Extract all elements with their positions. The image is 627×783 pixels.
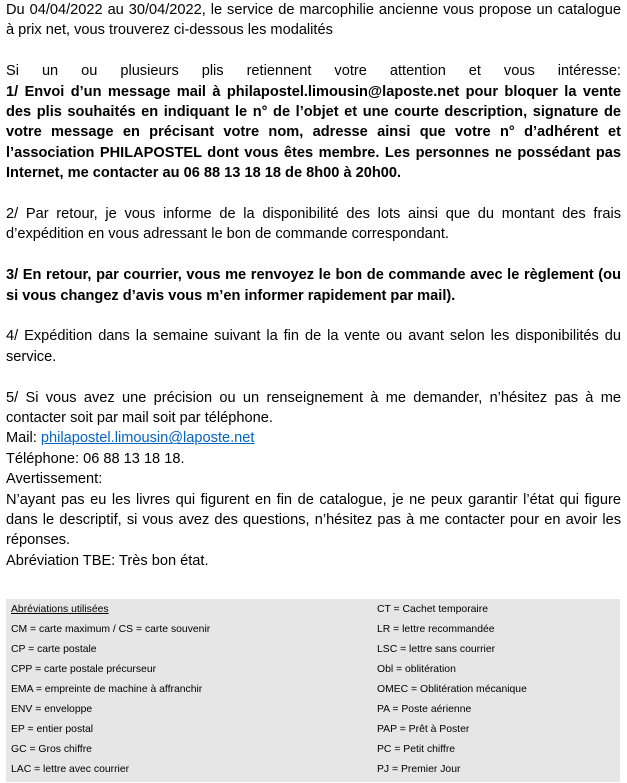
abbreviation-entry: PJ = Premier Jour — [377, 764, 461, 775]
abbreviation-entry: EMA = empreinte de machine à affranchir — [11, 684, 203, 695]
abbreviation-row — [6, 659, 620, 679]
step-3: 3/ En retour, par courrier, vous me renvoyez le bon de commande avec le règlement (ou si vous changez d’avis vous m’en informer rapidement par mail). — [6, 267, 621, 304]
abbreviation-row — [6, 719, 620, 739]
abbreviation-entry: LR = lettre recommandée — [377, 624, 495, 635]
spacer — [6, 245, 621, 265]
abbreviation-entry: LAC = lettre avec courrier — [11, 764, 130, 775]
mail-line — [6, 428, 621, 448]
document-body — [6, 0, 621, 571]
abbreviation-entry: OMEC = Oblitération mécanique — [377, 684, 527, 695]
step-2: 2/ Par retour, je vous informe de la disponibilité des lots ainsi que du montant des frais d’expédition en vous adressant le bon de commande correspondant. — [6, 206, 621, 243]
spacer — [6, 41, 621, 61]
spacer — [6, 367, 621, 387]
abbreviation-entry: PC = Petit chiffre — [377, 744, 456, 755]
abbreviations-table — [6, 599, 620, 782]
intro-paragraph: Du 04/04/2022 au 30/04/2022, le service de marcophilie ancienne vous propose un catalogue à prix net, vous trouverez ci-dessous les modalités — [6, 2, 621, 39]
abbreviation-entry: CT = Cachet temporaire — [377, 604, 488, 615]
mail-label: Mail: — [6, 430, 41, 447]
abbreviation-row — [6, 679, 620, 699]
abbreviation-row — [6, 639, 620, 659]
abbreviations-title: Abréviations utilisées — [11, 604, 109, 615]
abbreviation-entry: CM = carte maximum / CS = carte souvenir — [11, 624, 211, 635]
warning-title: Avertissement: — [6, 471, 103, 488]
warning-text: N’ayant pas eu les livres qui figurent en fin de catalogue, je ne peux garantir l’état qui figure dans le descriptif, si vous avez des questions, n’hésitez pas à me contacter pour en avoir les réponses. — [6, 491, 621, 549]
step-5: 5/ Si vous avez une précision ou un renseignement à me demander, n’hésitez pas à me contacter soit par mail soit par téléphone. — [6, 389, 621, 427]
abbreviation-row — [6, 759, 620, 779]
abbreviation-entry: EP = entier postal — [11, 724, 94, 735]
step-4: 4/ Expédition dans la semaine suivant la fin de la vente ou avant selon les disponibilités du service. — [6, 328, 621, 365]
phone-line: Téléphone: 06 88 13 18 18. — [6, 450, 185, 467]
abbreviation-entry: LSC = lettre sans courrier — [377, 644, 496, 655]
mail-link[interactable]: philapostel.limousin@laposte.net — [40, 430, 255, 447]
abbreviation-entry: PAP = Prêt à Poster — [377, 724, 470, 735]
spacer — [6, 306, 621, 326]
abbreviation-row — [6, 699, 620, 719]
tbe-line: Abréviation TBE: Très bon état. — [6, 552, 209, 569]
abbreviation-entry: GC = Gros chiffre — [11, 744, 92, 755]
abbreviation-entry: PA = Poste aérienne — [377, 704, 472, 715]
abbreviation-row — [6, 739, 620, 759]
abbreviation-row — [6, 619, 620, 639]
attention-line: Si un ou plusieurs plis retiennent votre attention et vous intéresse: — [6, 63, 621, 80]
abbreviation-entry: CP = carte postale — [11, 644, 97, 655]
spacer — [6, 184, 621, 204]
abbreviation-entry: ENV = enveloppe — [11, 704, 93, 715]
abbreviations-header-row — [6, 599, 620, 619]
step-1: 1/ Envoi d’un message mail à philapostel.limousin@laposte.net pour bloquer la vente des plis souhaités en indiquant le n° de l’objet et une courte description, signature de votre message en précisant votre nom, adresse ainsi que votre n° d’adhérent et l’association PHILAPOSTEL dont vous êtes membre. Les personnes ne possédant pas Internet, me contacter au 06 88 13 18 18 de 8h00 à 20h00. — [6, 83, 621, 182]
abbreviation-entry: Obl = oblitération — [377, 664, 456, 675]
abbreviation-entry: CPP = carte postale précurseur — [11, 664, 157, 675]
